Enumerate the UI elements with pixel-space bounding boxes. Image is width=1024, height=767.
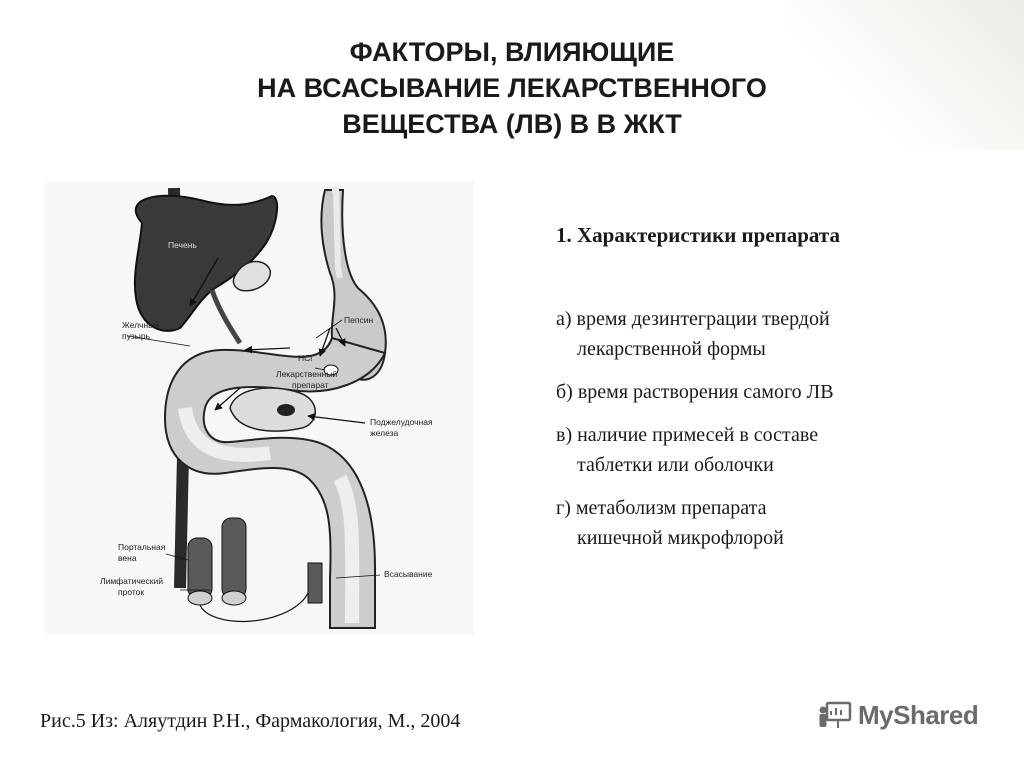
lymph-vessel xyxy=(222,518,246,598)
portal-vein-opening xyxy=(188,591,212,605)
item-d-line-1: г) метаболизм препарата xyxy=(556,497,767,519)
myshared-logo[interactable] xyxy=(818,700,978,731)
lymph-vessel-opening xyxy=(222,591,246,605)
list-item xyxy=(556,377,996,407)
lymph-label-2: проток xyxy=(118,587,145,597)
item-a-line-1: а) время дезинтеграции твердой xyxy=(556,308,830,330)
item-c-line-1: в) наличие примесей в составе xyxy=(556,424,819,446)
figure-caption: Рис.5 Из: Аляутдин Р.Н., Фармакология, М., 2004 xyxy=(40,710,461,732)
factor-list xyxy=(556,304,996,566)
portal-vein-vessel xyxy=(188,538,212,598)
hcl-label: HCl xyxy=(298,353,313,363)
gallbladder-label-1: Желчный xyxy=(122,320,159,330)
absorption-label: Всасывание xyxy=(384,569,433,579)
list-item xyxy=(556,420,996,480)
pancreas-shape xyxy=(230,388,315,431)
title-line-2: НА ВСАСЫВАНИЕ ЛЕКАРСТВЕННОГО xyxy=(257,73,767,103)
item-d-line-2: кишечной микрофлорой xyxy=(577,527,784,549)
chalkboard-presenter-icon xyxy=(818,701,852,731)
portal-label-2: вена xyxy=(118,553,137,563)
item-a-line-2: лекарственной формы xyxy=(577,338,766,360)
title-line-1: ФАКТОРЫ, ВЛИЯЮЩИЕ xyxy=(349,37,675,67)
gi-tract-illustration xyxy=(40,178,480,640)
drug-label-2: препарат xyxy=(292,380,329,390)
item-c-line-2: таблетки или оболочки xyxy=(577,454,774,476)
item-b-line-1: б) время растворения самого ЛВ xyxy=(556,381,834,403)
portal-label-1: Портальная xyxy=(118,542,166,552)
lymph-label-1: Лимфатический xyxy=(100,576,163,586)
pancreatic-duct xyxy=(277,404,295,416)
drug-label-1: Лекарственный xyxy=(276,369,338,379)
pancreas-label-2: железа xyxy=(370,428,399,438)
pepsin-label: Пепсин xyxy=(344,315,374,325)
pancreas-label-1: Поджелудочная xyxy=(370,417,433,427)
section-heading: 1. Характеристики препарата xyxy=(556,223,840,247)
slide-title xyxy=(150,34,874,142)
title-line-3: ВЕЩЕСТВА (ЛВ) В В ЖКТ xyxy=(342,109,682,139)
gallbladder-label-2: пузырь xyxy=(122,331,151,341)
absorption-vessel xyxy=(308,563,322,603)
brand-name: MyShared xyxy=(858,700,979,730)
liver-label: Печень xyxy=(168,240,197,250)
list-item xyxy=(556,493,996,553)
list-item xyxy=(556,304,996,364)
